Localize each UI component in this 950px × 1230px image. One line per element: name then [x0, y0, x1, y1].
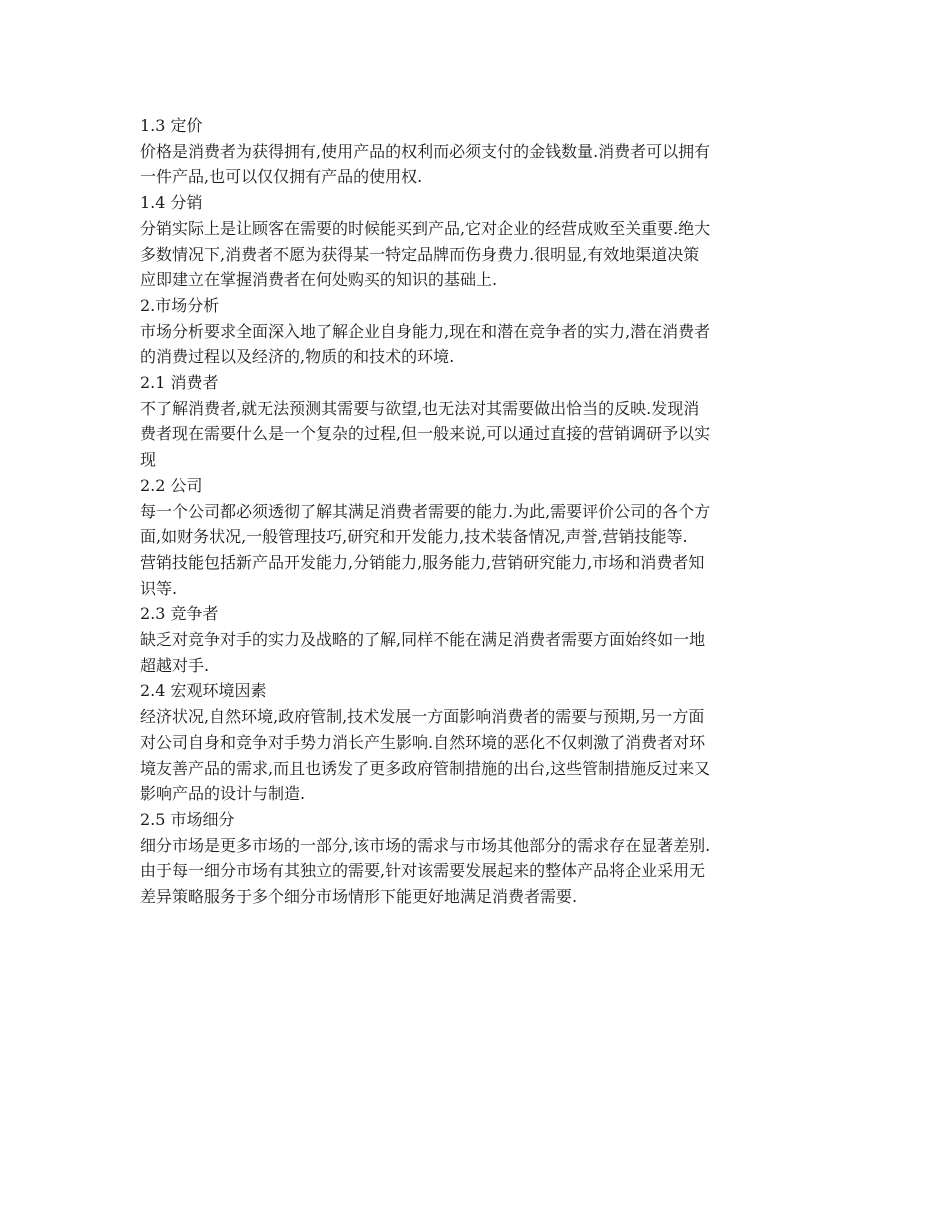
paragraph-line: 超越对手.: [140, 655, 210, 675]
section-2-1: [140, 370, 820, 473]
section-heading: 2.4 宏观环境因素: [140, 681, 267, 701]
paragraph-line: 多数情况下,消费者不愿为获得某一特定品牌而伤身费力.很明显,有效地渠道决策: [140, 244, 700, 264]
paragraph-line: 应即建立在掌握消费者在何处购买的知识的基础上.: [140, 270, 498, 290]
section-heading: 1.3 定价: [140, 116, 203, 135]
section-heading: 1.4 分销: [140, 193, 203, 213]
paragraph-line: 由于每一细分市场有其独立的需要,针对该需要发展起来的整体产品将企业采用无: [140, 861, 706, 881]
paragraph-line: 的消费过程以及经济的,物质的和技术的环境.: [140, 347, 455, 367]
section-1-3: [140, 113, 820, 190]
paragraph-line: 每一个公司都必须透彻了解其满足消费者需要的能力.为此,需要评价公司的各个方: [140, 501, 711, 521]
paragraph-line: 境友善产品的需求,而且也诱发了更多政府管制措施的出台,这些管制措施反过来又: [140, 758, 711, 778]
document-page: [140, 113, 820, 910]
section-2: [140, 293, 820, 370]
paragraph-line: 营销技能包括新产品开发能力,分销能力,服务能力,营销研究能力,市场和消费者知: [140, 552, 705, 572]
paragraph-line: 识等.: [140, 578, 178, 598]
paragraph-line: 差异策略服务于多个细分市场情形下能更好地满足消费者需要.: [140, 887, 578, 907]
paragraph-line: 现: [140, 450, 157, 470]
paragraph-line: 对公司自身和竞争对手势力消长产生影响.自然环境的恶化不仅刺激了消费者对环: [140, 732, 706, 752]
paragraph-line: 分销实际上是让顾客在需要的时候能买到产品,它对企业的经营成败至关重要.绝大: [140, 218, 711, 238]
paragraph-line: 价格是消费者为获得拥有,使用产品的权利而必须支付的金钱数量.消费者可以拥有: [140, 141, 711, 161]
section-heading: 2.3 竞争者: [140, 604, 219, 624]
paragraph-line: 经济状况,自然环境,政府管制,技术发展一方面影响消费者的需要与预期,另一方面: [140, 707, 705, 727]
paragraph-line: 不了解消费者,就无法预测其需要与欲望,也无法对其需要做出恰当的反映.发现消: [140, 398, 700, 418]
paragraph-line: 细分市场是更多市场的一部分,该市场的需求与市场其他部分的需求存在显著差别.: [140, 835, 711, 855]
paragraph-line: 面,如财务状况,一般管理技巧,研究和开发能力,技术装备情况,声誉,营销技能等.: [140, 527, 688, 547]
section-heading: 2.市场分析: [140, 295, 220, 315]
paragraph-line: 一件产品,也可以仅仅拥有产品的使用权.: [140, 167, 423, 187]
paragraph-line: 费者现在需要什么是一个复杂的过程,但一般来说,可以通过直接的营销调研予以实: [140, 424, 711, 444]
paragraph-line: 影响产品的设计与制造.: [140, 784, 306, 804]
section-1-4: [140, 190, 820, 293]
paragraph-line: 缺乏对竞争对手的实力及战略的了解,同样不能在满足消费者需要方面始终如一地: [140, 630, 706, 650]
section-2-5: [140, 807, 820, 910]
section-heading: 2.5 市场细分: [140, 809, 235, 829]
paragraph-line: 市场分析要求全面深入地了解企业自身能力,现在和潜在竞争者的实力,潜在消费者: [140, 321, 711, 341]
section-2-3: [140, 601, 820, 678]
section-2-4: [140, 678, 820, 807]
section-heading: 2.1 消费者: [140, 373, 219, 393]
section-2-2: [140, 473, 820, 602]
section-heading: 2.2 公司: [140, 475, 203, 495]
